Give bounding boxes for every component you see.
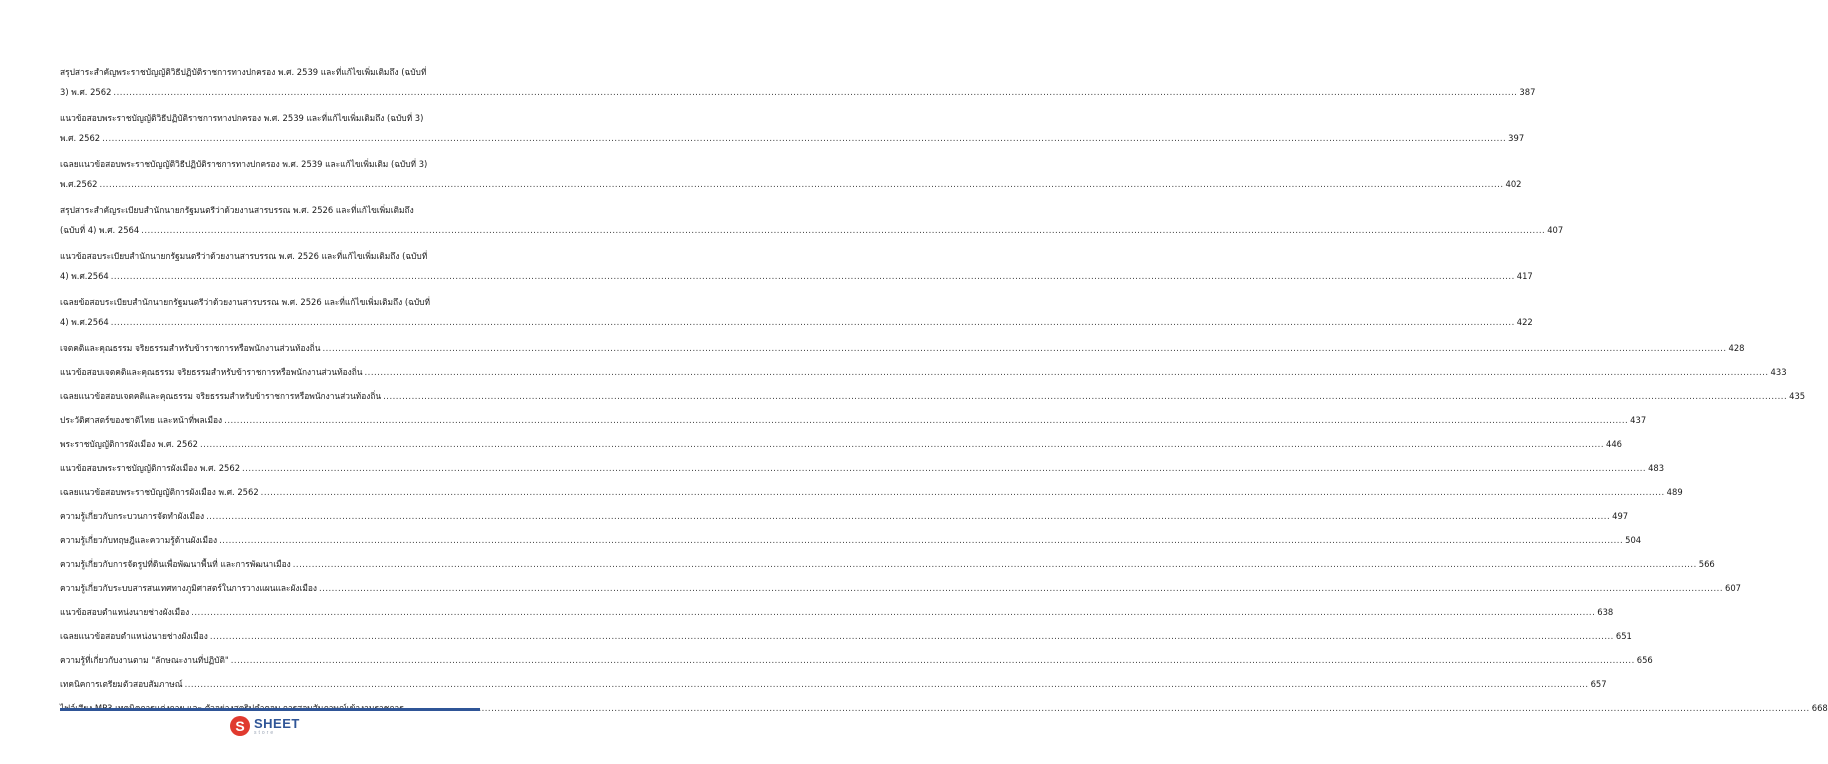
- sheet-store-logo: [230, 716, 300, 736]
- toc-entry-title: สรุปสาระสำคัญระเบียบสำนักนายกรัฐมนตรีว่าด้วยงานสารบรรณ พ.ศ. 2526 และที่แก้ไขเพิ่มเติมถึง: [60, 205, 414, 215]
- dot-leader: [113, 82, 1517, 102]
- dot-leader: [242, 458, 1646, 478]
- toc-page-number: 428: [1728, 343, 1745, 353]
- dot-leader: [200, 434, 1604, 454]
- toc-entry[interactable]: [60, 434, 1623, 454]
- toc-page-number: 483: [1648, 463, 1665, 473]
- toc-page-number: 657: [1590, 679, 1607, 689]
- toc-entry-title: แนวข้อสอบเจตคติและคุณธรรม จริยธรรมสำหรับข้าราชการหรือพนักงานส่วนท้องถิ่น: [60, 367, 363, 377]
- toc-entry-title: แนวข้อสอบตำแหน่งนายช่างผังเมือง: [60, 607, 190, 617]
- toc-entry[interactable]: [60, 626, 1632, 646]
- toc-entry-title: เจตคติและคุณธรรม จริยธรรมสำหรับข้าราชการหรือพนักงานส่วนท้องถิ่น: [60, 343, 321, 353]
- table-of-contents: [60, 62, 1828, 718]
- toc-page-number: 417: [1516, 271, 1533, 281]
- toc-entry[interactable]: [60, 62, 1536, 102]
- toc-entry-title: เฉลยข้อสอบระเบียบสำนักนายกรัฐมนตรีว่าด้วยงานสารบรรณ พ.ศ. 2526 และที่แก้ไขเพิ่มเติมถึง (ฉบับที่: [60, 297, 430, 307]
- toc-entry-title-cont: พ.ศ.2562: [60, 179, 98, 189]
- toc-entry-title-cont: 3) พ.ศ. 2562: [60, 87, 112, 97]
- toc-entry-title: สรุปสาระสำคัญพระราชบัญญัติวิธีปฏิบัติราชการทางปกครอง พ.ศ. 2539 และที่แก้ไขเพิ่มเติมถึง (ฉบับที่: [60, 67, 427, 77]
- toc-entry[interactable]: [60, 154, 1522, 194]
- logo-wordmark: [254, 717, 300, 736]
- toc-page-number: 437: [1630, 415, 1647, 425]
- toc-entry[interactable]: [60, 200, 1564, 240]
- toc-entry-title: แนวข้อสอบพระราชบัญญัติการผังเมือง พ.ศ. 2562: [60, 463, 241, 473]
- dot-leader: [319, 578, 1723, 598]
- toc-entry-title-cont: 4) พ.ศ.2564: [60, 271, 109, 281]
- toc-entry-title: ความรู้ที่เกี่ยวกับงานตาม "ลักษณะงานที่ปฏิบัติ": [60, 655, 229, 665]
- dot-leader: [261, 482, 1665, 502]
- toc-page-number: 407: [1547, 225, 1564, 235]
- toc-page-number: 656: [1636, 655, 1653, 665]
- dot-leader: [406, 698, 1810, 718]
- dot-leader: [210, 626, 1614, 646]
- logo-subtitle: store: [254, 729, 276, 736]
- toc-entry-title: แนวข้อสอบพระราชบัญญัติวิธีปฏิบัติราชการทางปกครอง พ.ศ. 2539 และที่แก้ไขเพิ่มเติมถึง (ฉบับที่ 3): [60, 113, 424, 123]
- toc-entry[interactable]: [60, 674, 1607, 694]
- toc-entry-title: เฉลยแนวข้อสอบตำแหน่งนายช่างผังเมือง: [60, 631, 208, 641]
- toc-page-number: 607: [1725, 583, 1742, 593]
- toc-page-number: 638: [1597, 607, 1614, 617]
- toc-page-number: 387: [1519, 87, 1536, 97]
- toc-entry-title-cont: 4) พ.ศ.2564: [60, 317, 109, 327]
- toc-page-number: 489: [1666, 487, 1683, 497]
- toc-entry[interactable]: [60, 458, 1665, 478]
- toc-page-number: 422: [1516, 317, 1533, 327]
- toc-entry[interactable]: [60, 554, 1715, 574]
- toc-entry[interactable]: [60, 650, 1653, 670]
- toc-entry-title: ความรู้เกี่ยวกับทฤษฎีและความรู้ด้านผังเมือง: [60, 535, 218, 545]
- toc-entry-title-cont: (ฉบับที่ 4) พ.ศ. 2564: [60, 225, 140, 235]
- toc-entry-title: ความรู้เกี่ยวกับการจัดรูปที่ดินเพื่อพัฒนาพื้นที่ และการพัฒนาเมือง: [60, 559, 291, 569]
- toc-page-number: 402: [1505, 179, 1522, 189]
- dot-leader: [322, 338, 1726, 358]
- toc-page-number: 435: [1789, 391, 1806, 401]
- toc-page-number: 397: [1508, 133, 1525, 143]
- toc-page-number: 433: [1770, 367, 1787, 377]
- logo-s-icon: S: [230, 716, 250, 736]
- dot-leader: [365, 362, 1769, 382]
- toc-page-number: 497: [1612, 511, 1629, 521]
- dot-leader: [99, 174, 1503, 194]
- toc-page-number: 566: [1698, 559, 1715, 569]
- dot-leader: [185, 674, 1589, 694]
- dot-leader: [102, 128, 1506, 148]
- toc-entry[interactable]: [60, 292, 1533, 332]
- toc-entry[interactable]: [60, 578, 1742, 598]
- dot-leader: [383, 386, 1787, 406]
- dot-leader: [191, 602, 1595, 622]
- toc-entry[interactable]: [60, 530, 1642, 550]
- toc-page-number: 446: [1606, 439, 1623, 449]
- toc-entry[interactable]: [60, 338, 1745, 358]
- toc-entry-title: เฉลยแนวข้อสอบเจตคติและคุณธรรม จริยธรรมสำหรับข้าราชการหรือพนักงานส่วนท้องถิ่น: [60, 391, 382, 401]
- toc-entry-title: ประวัติศาสตร์ของชาติไทย และหน้าที่พลเมือง: [60, 415, 223, 425]
- dot-leader: [231, 650, 1635, 670]
- dot-leader: [219, 530, 1623, 550]
- toc-entry-title: เฉลยแนวข้อสอบพระราชบัญญัติการผังเมือง พ.ศ. 2562: [60, 487, 259, 497]
- toc-entry[interactable]: [60, 506, 1629, 526]
- toc-entry-title-cont: พ.ศ. 2562: [60, 133, 101, 143]
- toc-entry[interactable]: [60, 602, 1614, 622]
- toc-entry[interactable]: [60, 108, 1525, 148]
- logo-name: SHEET: [254, 715, 300, 731]
- toc-entry[interactable]: [60, 362, 1787, 382]
- toc-entry[interactable]: [60, 482, 1683, 502]
- toc-entry-title: เทคนิคการเตรียมตัวสอบสัมภาษณ์: [60, 679, 183, 689]
- toc-entry-title: แนวข้อสอบระเบียบสำนักนายกรัฐมนตรีว่าด้วยงานสารบรรณ พ.ศ. 2526 และที่แก้ไขเพิ่มเติมถึง (ฉบับที่: [60, 251, 428, 261]
- toc-entry[interactable]: [60, 386, 1806, 406]
- toc-entry-title: เฉลยแนวข้อสอบพระราชบัญญัติวิธีปฏิบัติราชการทางปกครอง พ.ศ. 2539 และแก้ไขเพิ่มเติม (ฉบับที่ 3): [60, 159, 428, 169]
- toc-page-number: 651: [1615, 631, 1632, 641]
- footer-divider: [60, 708, 480, 711]
- dot-leader: [293, 554, 1697, 574]
- toc-entry-title: ความรู้เกี่ยวกับกระบวนการจัดทำผังเมือง: [60, 511, 205, 521]
- dot-leader: [206, 506, 1610, 526]
- toc-entry[interactable]: [60, 246, 1533, 286]
- dot-leader: [141, 220, 1545, 240]
- dot-leader: [224, 410, 1628, 430]
- toc-entry-title: พระราชบัญญัติการผังเมือง พ.ศ. 2562: [60, 439, 198, 449]
- dot-leader: [111, 266, 1515, 286]
- dot-leader: [111, 312, 1515, 332]
- toc-entry[interactable]: [60, 410, 1647, 430]
- toc-page-number: 668: [1811, 703, 1828, 713]
- toc-page-number: 504: [1625, 535, 1642, 545]
- toc-entry-title: ความรู้เกี่ยวกับระบบสารสนเทศทางภูมิศาสตร์ในการวางแผนและผังเมือง: [60, 583, 317, 593]
